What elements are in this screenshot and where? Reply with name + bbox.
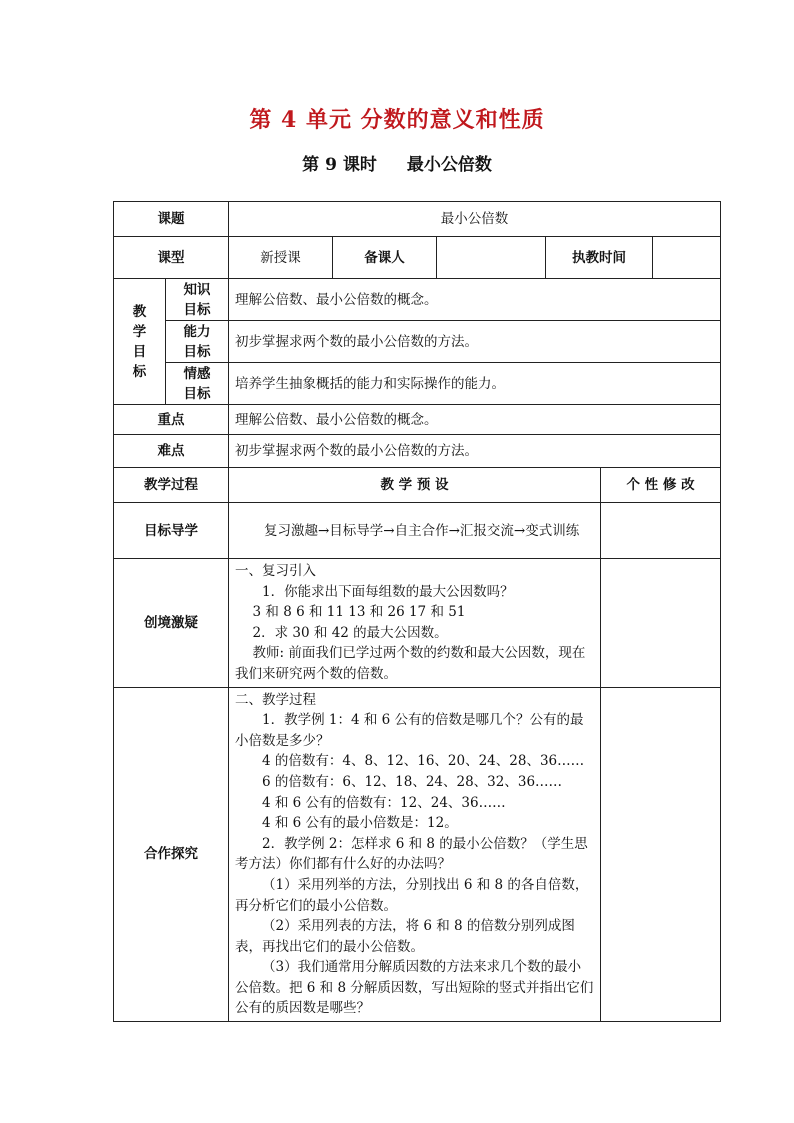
- type-row: [114, 237, 721, 279]
- focus-text: 理解公倍数、最小公倍数的概念。: [229, 405, 721, 435]
- process-header-row: [114, 468, 721, 503]
- goal-type-line: 目标: [183, 301, 211, 318]
- time-value: [653, 237, 721, 279]
- goal-type-emotion: [166, 363, 229, 405]
- goal-row-knowledge: [114, 279, 721, 321]
- guide-row: [114, 503, 721, 559]
- explore-content: [229, 687, 601, 1022]
- process-label: 教学过程: [114, 468, 229, 503]
- explore-line: 4 和 6 公有的最小倍数是：12。: [262, 815, 458, 832]
- goal-text-ability: 初步掌握求两个数的最小公倍数的方法。: [229, 321, 721, 363]
- unit-title: 第 4 单元 分数的意义和性质: [249, 107, 545, 133]
- goal-type-line: 情感: [183, 365, 211, 382]
- intro-label: 创境激疑: [114, 559, 229, 688]
- type-value: 新授课: [229, 237, 333, 279]
- goal-row-emotion: [114, 363, 721, 405]
- guide-label: 目标导学: [114, 503, 229, 559]
- explore-line: 4 的倍数有：4、8、12、16、20、24、28、36……: [262, 753, 585, 770]
- goal-type-knowledge: [166, 279, 229, 321]
- time-label: 执教时间: [546, 237, 653, 279]
- goals-label-char: 标: [132, 363, 147, 380]
- intro-content: [229, 559, 601, 688]
- goal-type-line: 能力: [183, 323, 211, 340]
- topic-label: 课题: [114, 202, 229, 237]
- intro-row: [114, 559, 721, 688]
- preparer-value: [437, 237, 546, 279]
- goal-text-emotion: 培养学生抽象概括的能力和实际操作的能力。: [229, 363, 721, 405]
- intro-line: 一、复习引入: [235, 563, 316, 579]
- goals-label-char: 目: [132, 343, 147, 360]
- focus-label: 重点: [114, 405, 229, 435]
- goal-type-line: 知识: [183, 281, 211, 298]
- intro-line: 1．你能求出下面每组数的最大公因数吗？: [262, 583, 514, 600]
- explore-line: （2）采用列表的方法，将 6 和 8 的倍数分别列成图表，再找出它们的最小公倍数。: [235, 918, 575, 955]
- guide-flow-paragraph: 复习激趣→目标导学→自主合作→汇报交流→变式训练: [264, 522, 580, 539]
- lesson-name: 最小公倍数: [406, 155, 492, 175]
- difficulty-label: 难点: [114, 435, 229, 468]
- explore-line: （3）我们通常用分解质因数的方法来求几个数的最小公倍数。把 6 和 8 分解质因数，写出短除的竖式并指出它们公有的质因数是哪些？: [235, 959, 594, 1017]
- preparer-label: 备课人: [333, 237, 437, 279]
- topic-row: [114, 202, 721, 237]
- intro-line: 3 和 8 6 和 11 13 和 26 17 和 51: [252, 604, 466, 621]
- difficulty-row: [114, 435, 721, 468]
- difficulty-text: 初步掌握求两个数的最小公倍数的方法。: [229, 435, 721, 468]
- focus-row: [114, 405, 721, 435]
- goal-type-line: 目标: [183, 385, 211, 402]
- explore-row: [114, 687, 721, 1022]
- goals-label-char: 学: [132, 323, 147, 340]
- explore-line: 2．教学例 2：怎样求 6 和 8 的最小公倍数？（学生思考方法）你们都有什么好的办法吗？: [235, 835, 588, 873]
- lesson-plan-table: [113, 201, 721, 1022]
- personal-edit-label: 个 性 修 改: [601, 468, 721, 503]
- goals-label-char: 教: [132, 303, 147, 320]
- guide-personal-cell: [601, 503, 721, 559]
- explore-line: 6 的倍数有：6、12、18、24、28、32、36……: [262, 773, 563, 790]
- guide-flow-text: [229, 503, 601, 559]
- intro-personal-cell: [601, 559, 721, 688]
- explore-line: 二、教学过程: [235, 691, 316, 708]
- explore-label: 合作探究: [114, 687, 229, 1022]
- explore-line: 4 和 6 公有的倍数有：12、24、36……: [262, 794, 506, 811]
- intro-line: 2．求 30 和 42 的最大公因数。: [252, 624, 448, 641]
- goal-row-ability: [114, 321, 721, 363]
- goal-text-knowledge: 理解公倍数、最小公倍数的概念。: [229, 279, 721, 321]
- explore-line: 1．教学例 1：4 和 6 公有的倍数是哪几个？公有的最小倍数是多少？: [235, 712, 584, 749]
- goal-type-line: 目标: [183, 343, 211, 360]
- intro-line: 教师: 前面我们已学过两个数的约数和最大公因数，现在我们来研究两个数的倍数。: [235, 645, 586, 682]
- explore-personal-cell: [601, 687, 721, 1022]
- preset-label: 教 学 预 设: [229, 468, 601, 503]
- goals-label: [114, 279, 166, 405]
- type-label: 课型: [114, 237, 229, 279]
- lesson-subtitle: [0, 150, 794, 175]
- explore-line: （1）采用列举的方法，分别找出 6 和 8 的各自倍数，再分析它们的最小公倍数。: [235, 876, 589, 914]
- goal-type-ability: [166, 321, 229, 363]
- lesson-number: 第 9 课时: [302, 155, 377, 175]
- topic-value: 最小公倍数: [229, 202, 721, 237]
